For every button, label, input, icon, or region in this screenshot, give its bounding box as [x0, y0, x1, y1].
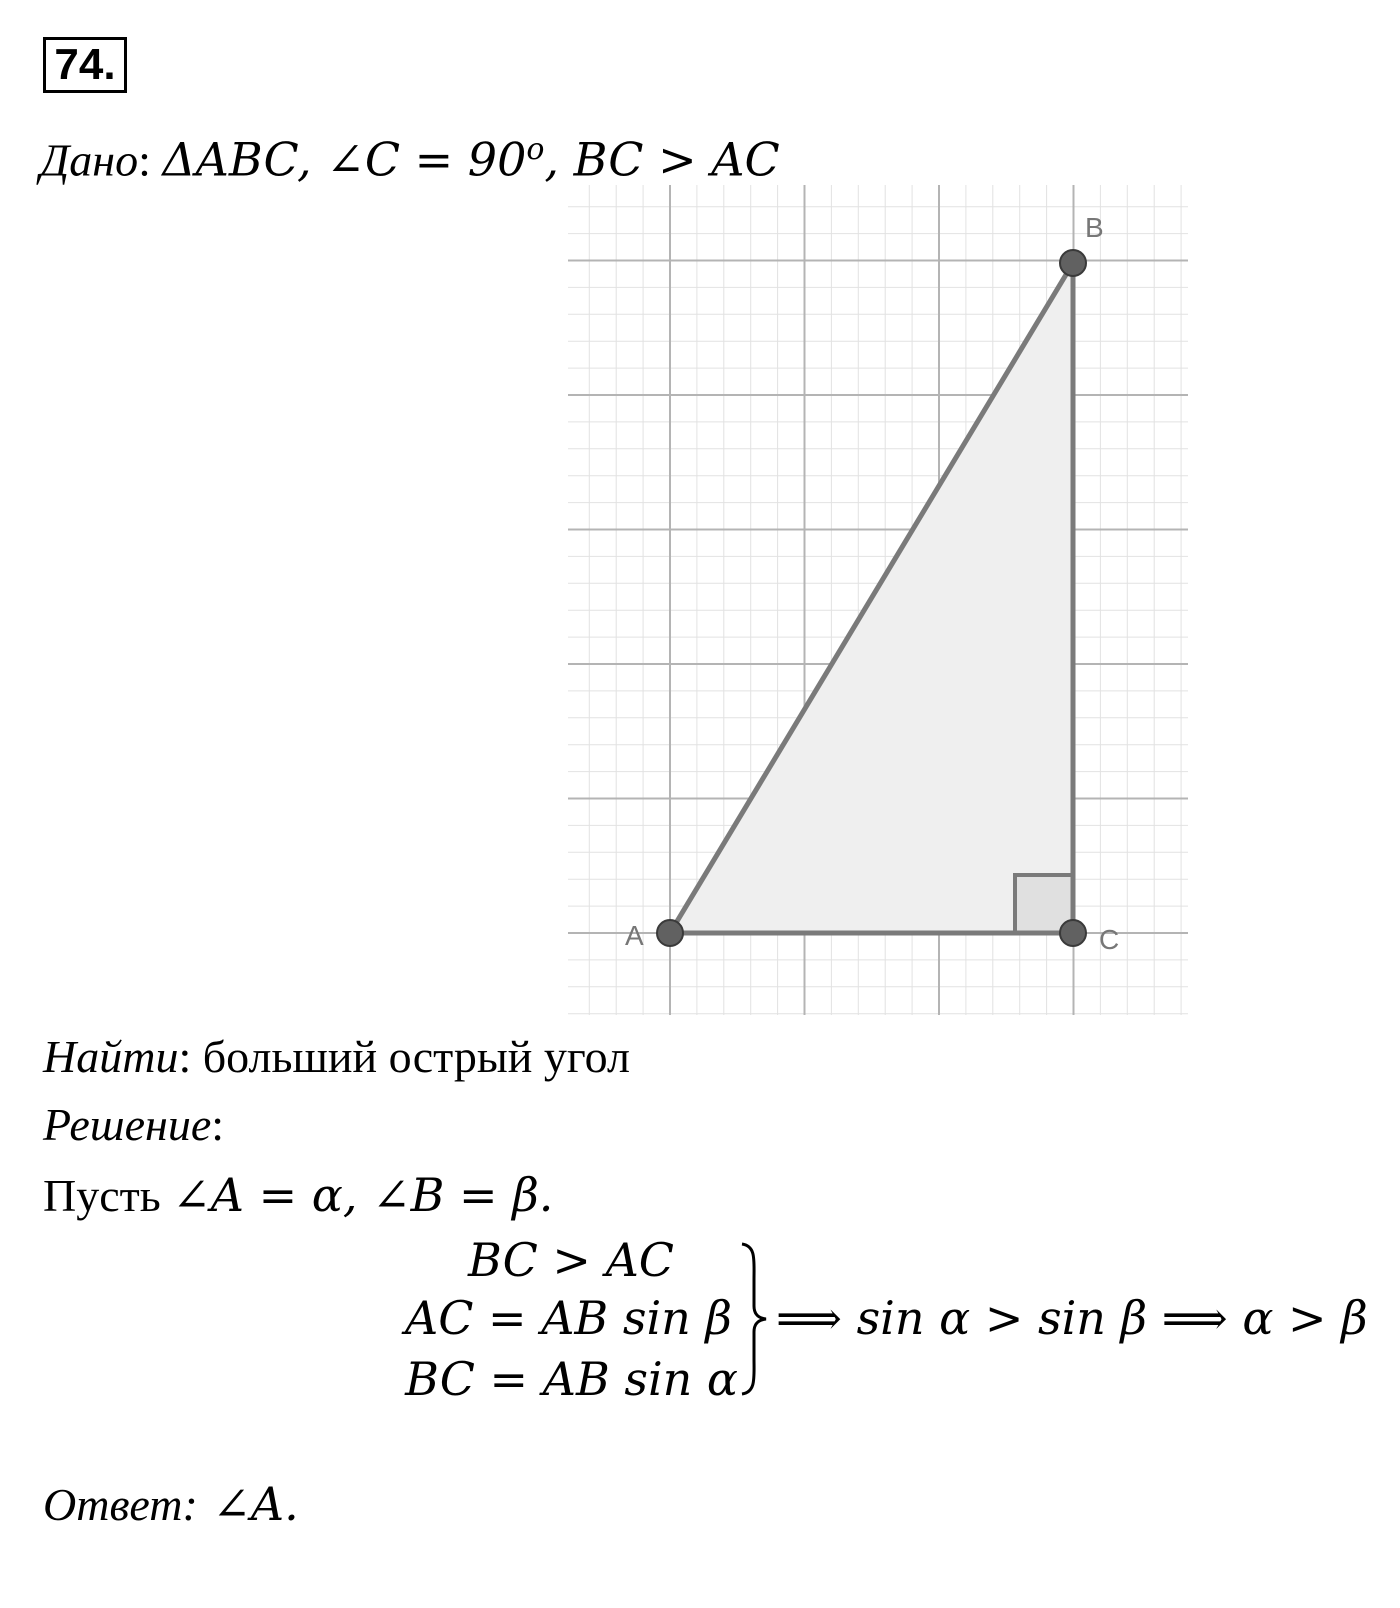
let-math: ∠A = α, ∠B = β. — [172, 1168, 554, 1222]
label-a: A — [625, 920, 644, 951]
let-text: Пусть — [43, 1170, 173, 1221]
point-c — [1060, 920, 1086, 946]
answer-label: Ответ: — [43, 1479, 198, 1530]
let-line — [43, 1165, 553, 1226]
system-line-3: BC = AB sin α — [405, 1352, 738, 1406]
right-brace-icon — [738, 1240, 772, 1398]
find-text: больший острый угол — [191, 1031, 630, 1082]
answer-line — [43, 1474, 299, 1535]
point-a — [657, 920, 683, 946]
label-b: B — [1085, 212, 1104, 243]
system-line-1: BC > AC — [467, 1233, 674, 1287]
solution-heading — [43, 1095, 224, 1155]
system-line-2: AC = AB sin β — [404, 1291, 732, 1345]
given-line — [40, 120, 780, 190]
solution-colon: : — [211, 1099, 225, 1150]
find-label: Найти — [43, 1031, 179, 1082]
solution-label: Решение — [43, 1099, 212, 1150]
given-colon: : — [138, 134, 151, 186]
label-c: C — [1099, 924, 1120, 955]
degree-superscript: o — [526, 132, 545, 167]
conclusion: ⟹ sin α > sin β ⟹ α > β — [776, 1291, 1368, 1345]
answer-value: ∠A. — [197, 1477, 299, 1531]
triangle-figure — [568, 185, 1193, 1020]
given-rest: , BC > AC — [544, 132, 780, 187]
given-label: Дано — [40, 134, 139, 186]
find-line — [43, 1027, 630, 1087]
problem-number: 74. — [43, 37, 127, 93]
given-statement: ΔABC, ∠C = 90 — [162, 132, 527, 187]
point-b — [1060, 250, 1086, 276]
find-colon: : — [178, 1031, 192, 1082]
